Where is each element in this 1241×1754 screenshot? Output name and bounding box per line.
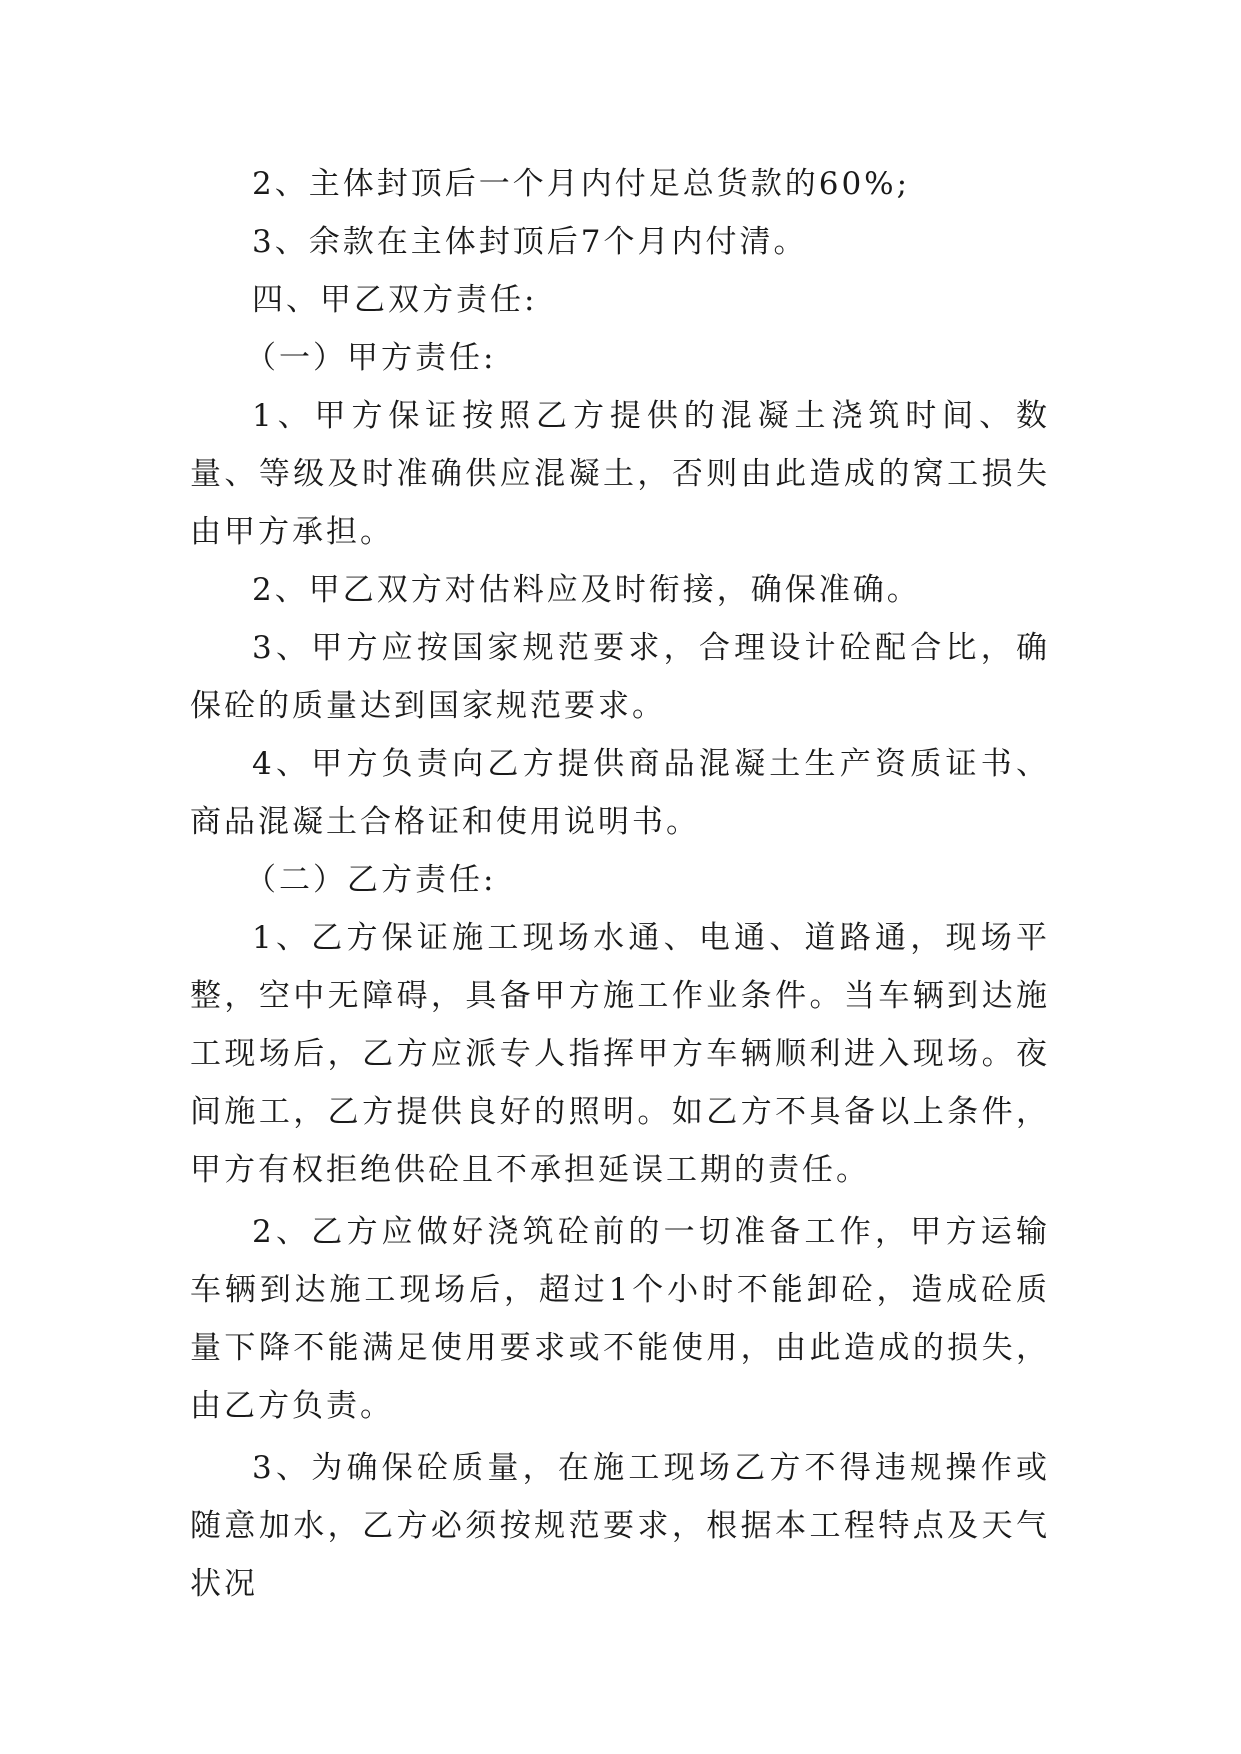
section-heading-responsibilities: 四、甲乙双方责任: [252, 282, 538, 318]
party-b-clause-2: 2、乙方应做好浇筑砼前的一切准备工作，甲方运输车辆到达施工现场后，超过1个小时不能卸砼，造成砼质量下降不能满足使用要求或不能使用，由此造成的损失，由乙方负责。 [190, 1214, 1050, 1424]
party-a-clause-2: 2、甲乙双方对估料应及时衔接，确保准确。 [252, 572, 921, 608]
document-body [190, 155, 1050, 1613]
party-a-clause-1: 1、甲方保证按照乙方提供的混凝土浇筑时间、数量、等级及时准确供应混凝土，否则由此造成的窝工损失由甲方承担。 [190, 398, 1050, 550]
subsection-heading-party-a: （一）甲方责任: [245, 340, 497, 376]
party-b-clause-1: 1、乙方保证施工现场水通、电通、道路通，现场平整，空中无障碍，具备甲方施工作业条件。当车辆到达施工现场后，乙方应派专人指挥甲方车辆顺利进入现场。夜间施工，乙方提供良好的照明。如乙方不具备以上条件，甲方有权拒绝供砼且不承担延误工期的责任。 [190, 920, 1050, 1188]
party-a-clause-4: 4、甲方负责向乙方提供商品混凝土生产资质证书、商品混凝土合格证和使用说明书。 [190, 746, 1050, 840]
party-a-clause-3: 3、甲方应按国家规范要求，合理设计砼配合比，确保砼的质量达到国家规范要求。 [190, 630, 1050, 724]
subsection-heading-party-b: （二）乙方责任: [245, 862, 497, 898]
payment-clause-2: 2、主体封顶后一个月内付足总货款的60%; [252, 166, 911, 202]
payment-clause-3: 3、余款在主体封顶后7个月内付清。 [252, 224, 808, 260]
party-b-clause-3: 3、为确保砼质量，在施工现场乙方不得违规操作或随意加水，乙方必须按规范要求，根据本工程特点及天气状况 [190, 1450, 1050, 1602]
